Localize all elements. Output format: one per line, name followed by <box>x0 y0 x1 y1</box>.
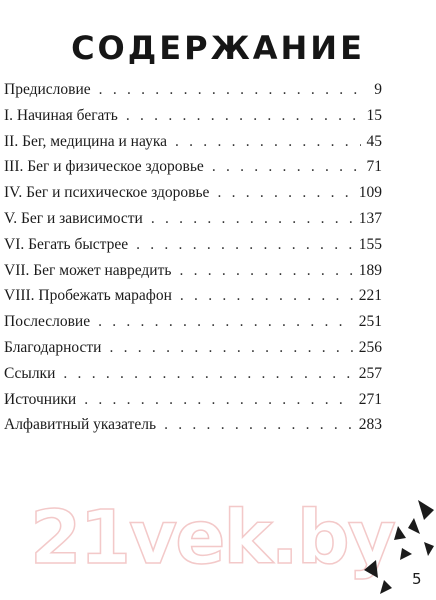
toc-entry <box>4 236 382 262</box>
toc-entry-label: IV. Бег и психическое здоровье <box>4 184 210 202</box>
dot-leader <box>212 158 361 176</box>
toc-entry-label: Ссылки <box>4 364 56 382</box>
toc-entry <box>4 416 382 442</box>
dot-leader <box>63 365 352 383</box>
toc-entry-page: 221 <box>358 287 382 305</box>
toc-entry-label: VIII. Пробежать марафон <box>4 287 172 305</box>
toc-entry-page: 137 <box>358 209 382 227</box>
toc-entry-label: Послесловие <box>4 313 91 331</box>
toc-entry <box>4 262 382 288</box>
dot-leader <box>217 184 352 202</box>
dot-leader <box>98 313 353 331</box>
dot-leader <box>99 81 369 99</box>
watermark: 21vek.by <box>30 495 394 581</box>
table-of-contents <box>4 81 382 442</box>
toc-entry <box>4 184 382 210</box>
dot-leader <box>164 416 353 434</box>
dot-leader <box>179 262 352 280</box>
dot-leader <box>180 287 353 305</box>
toc-entry <box>4 158 382 184</box>
toc-entry-label: Благодарности <box>4 338 102 356</box>
toc-entry-page: 15 <box>366 106 382 124</box>
dot-leader <box>175 133 361 151</box>
toc-entry <box>4 133 382 159</box>
toc-entry-label: Предисловие <box>4 81 91 98</box>
corner-decoration-icon <box>354 498 436 600</box>
toc-entry-page: 155 <box>358 235 382 253</box>
toc-entry <box>4 81 382 107</box>
toc-entry-label: V. Бег и зависимости <box>4 209 143 227</box>
toc-entry-page: 271 <box>358 390 382 408</box>
toc-entry <box>4 313 382 339</box>
dot-leader <box>126 107 361 125</box>
toc-entry-page: 71 <box>366 158 382 176</box>
toc-entry-page: 251 <box>358 313 382 331</box>
toc-entry-page: 189 <box>358 261 382 279</box>
toc-entry <box>4 365 382 391</box>
toc-entry-label: II. Бег, медицина и наука <box>4 132 167 150</box>
toc-entry-label: Источники <box>4 390 77 408</box>
toc-entry-label: VII. Бег может навредить <box>4 261 172 279</box>
toc-entry-page: 45 <box>366 132 382 150</box>
dot-leader <box>151 210 353 228</box>
page-title: СОДЕРЖАНИЕ <box>71 29 365 68</box>
dot-leader <box>84 391 353 409</box>
toc-entry <box>4 107 382 133</box>
toc-entry-label: VI. Бегать быстрее <box>4 235 129 253</box>
toc-entry-page: 9 <box>374 81 382 98</box>
toc-entry-label: III. Бег и физическое здоровье <box>4 158 204 176</box>
toc-entry <box>4 339 382 365</box>
toc-entry <box>4 287 382 313</box>
dot-leader <box>109 339 352 357</box>
toc-entry <box>4 210 382 236</box>
toc-entry-page: 257 <box>358 364 382 382</box>
toc-entry <box>4 391 382 417</box>
toc-entry-label: Алфавитный указатель <box>4 416 157 434</box>
toc-entry-label: I. Начиная бегать <box>4 106 118 124</box>
toc-entry-page: 283 <box>358 416 382 434</box>
dot-leader <box>136 236 353 254</box>
toc-entry-page: 256 <box>358 338 382 356</box>
page-number: 5 <box>412 570 422 588</box>
toc-entry-page: 109 <box>358 184 382 202</box>
